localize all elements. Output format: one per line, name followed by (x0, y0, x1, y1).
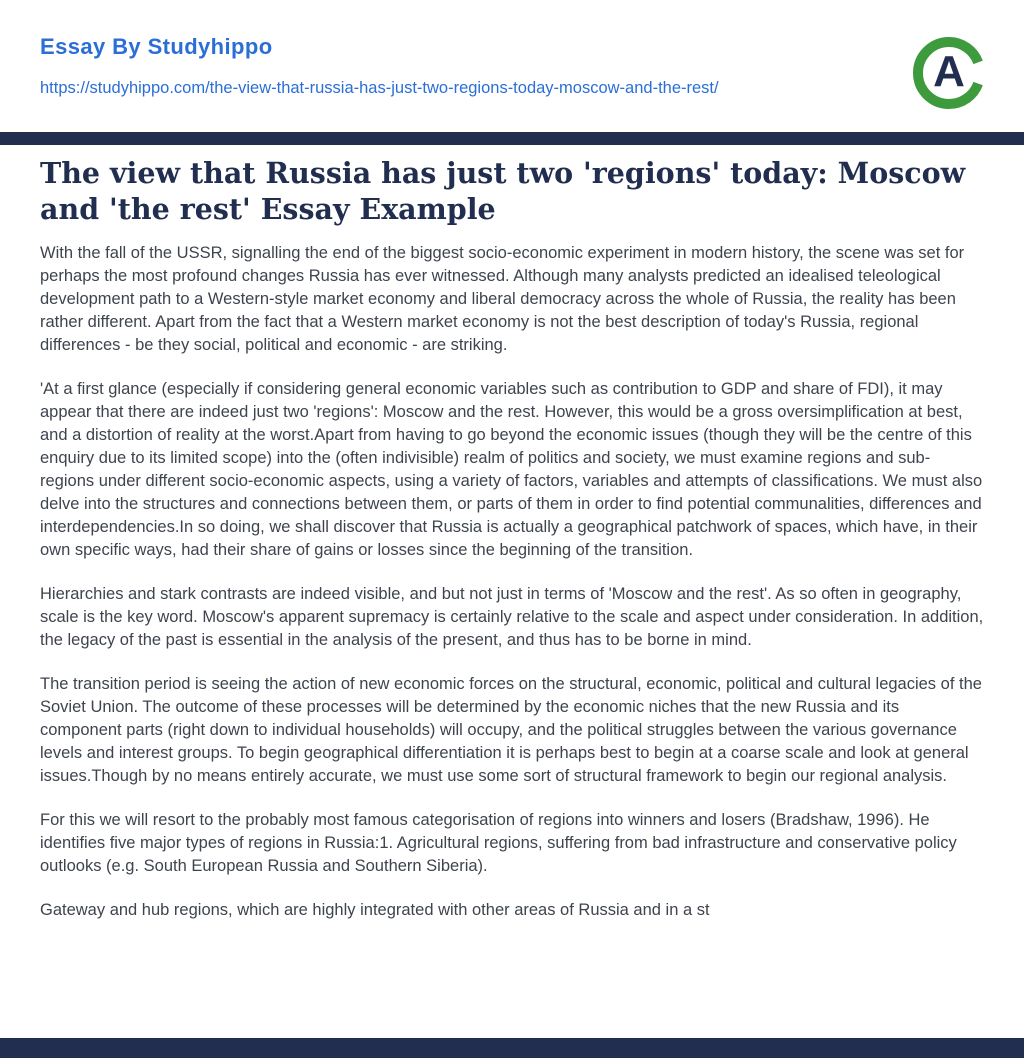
page-header (0, 0, 1024, 110)
essay-paragraph: The transition period is seeing the action of new economic forces on the structural, economic, political and cultural legacies of the Soviet Union. The outcome of these processes will be determined by the economic niches that the new Russia and its component parts (right down to individual households) will occupy, and the political struggles between the various governance levels and interest groups. To begin geographical differentiation it is perhaps best to begin at a coarse scale and look at general issues.Though by no means entirely accurate, we must use some sort of structural framework to begin our regional analysis. (40, 674, 982, 785)
essay-paragraph: With the fall of the USSR, signalling the end of the biggest socio-economic experiment in modern history, the scene was set for perhaps the most profound changes Russia has ever witnessed. Although many analysts predicted an idealised teleological development path to a Western-style market economy and liberal democracy across the whole of Russia, the reality has been rather different. Apart from the fact that a Western market economy is not the best description of today's Russia, regional differences - be they social, political and economic - are striking. (40, 243, 965, 354)
essay-paragraph: Hierarchies and stark contrasts are indeed visible, and but not just in terms of 'Moscow and the rest'. As so often in geography, scale is the key word. Moscow's apparent supremacy is certainly relative to the scale and aspect under consideration. In addition, the legacy of the past is essential in the analysis of the present, and thus has to be borne in mind. (40, 584, 984, 649)
essay-paragraph: For this we will resort to the probably most famous categorisation of regions into winners and losers (Bradshaw, 1996). He identifies five major types of regions in Russia:1. Agricultural regions, suffering from bad infrastructure and conservative policy outlooks (e.g. South European Russia and Southern Siberia). (40, 810, 957, 875)
essay-url-link[interactable]: https://studyhippo.com/the-view-that-russia-has-just-two-regions-today-moscow-and-the-rest/ (40, 79, 719, 98)
header-text-block (40, 34, 719, 100)
page-title: The view that Russia has just two 'regions' today: Moscow and 'the rest' Essay Example (40, 156, 966, 226)
footer-bar (0, 1038, 1024, 1058)
article-main (0, 145, 1024, 922)
essay-paragraph: Gateway and hub regions, which are highly integrated with other areas of Russia and in a st (40, 900, 710, 919)
studyhippo-logo-icon (912, 36, 986, 110)
header-divider (0, 132, 1024, 145)
essay-body (40, 242, 984, 922)
essay-paragraph: 'At a first glance (especially if considering general economic variables such as contribution to GDP and share of FDI), it may appear that there are indeed just two 'regions': Moscow and the rest. However, this would be a gross oversimplification at best, and a distortion of reality at the worst.Apart from having to go beyond the economic issues (though they will be the centre of this enquiry due to its limited scope) into the (often indivisible) realm of politics and society, we must examine regions and sub-regions under different socio-economic aspects, using a variety of factors, variables and attempts of classifications. We must also delve into the structures and connections between them, or parts of them in order to find potential communalities, differences and interdependencies.In so doing, we shall discover that Russia is actually a geographical patchwork of spaces, which have, in their own specific ways, had their share of gains or losses since the beginning of the transition. (40, 379, 983, 559)
logo-letter: A (933, 47, 965, 96)
site-title: Essay By Studyhippo (40, 34, 273, 59)
